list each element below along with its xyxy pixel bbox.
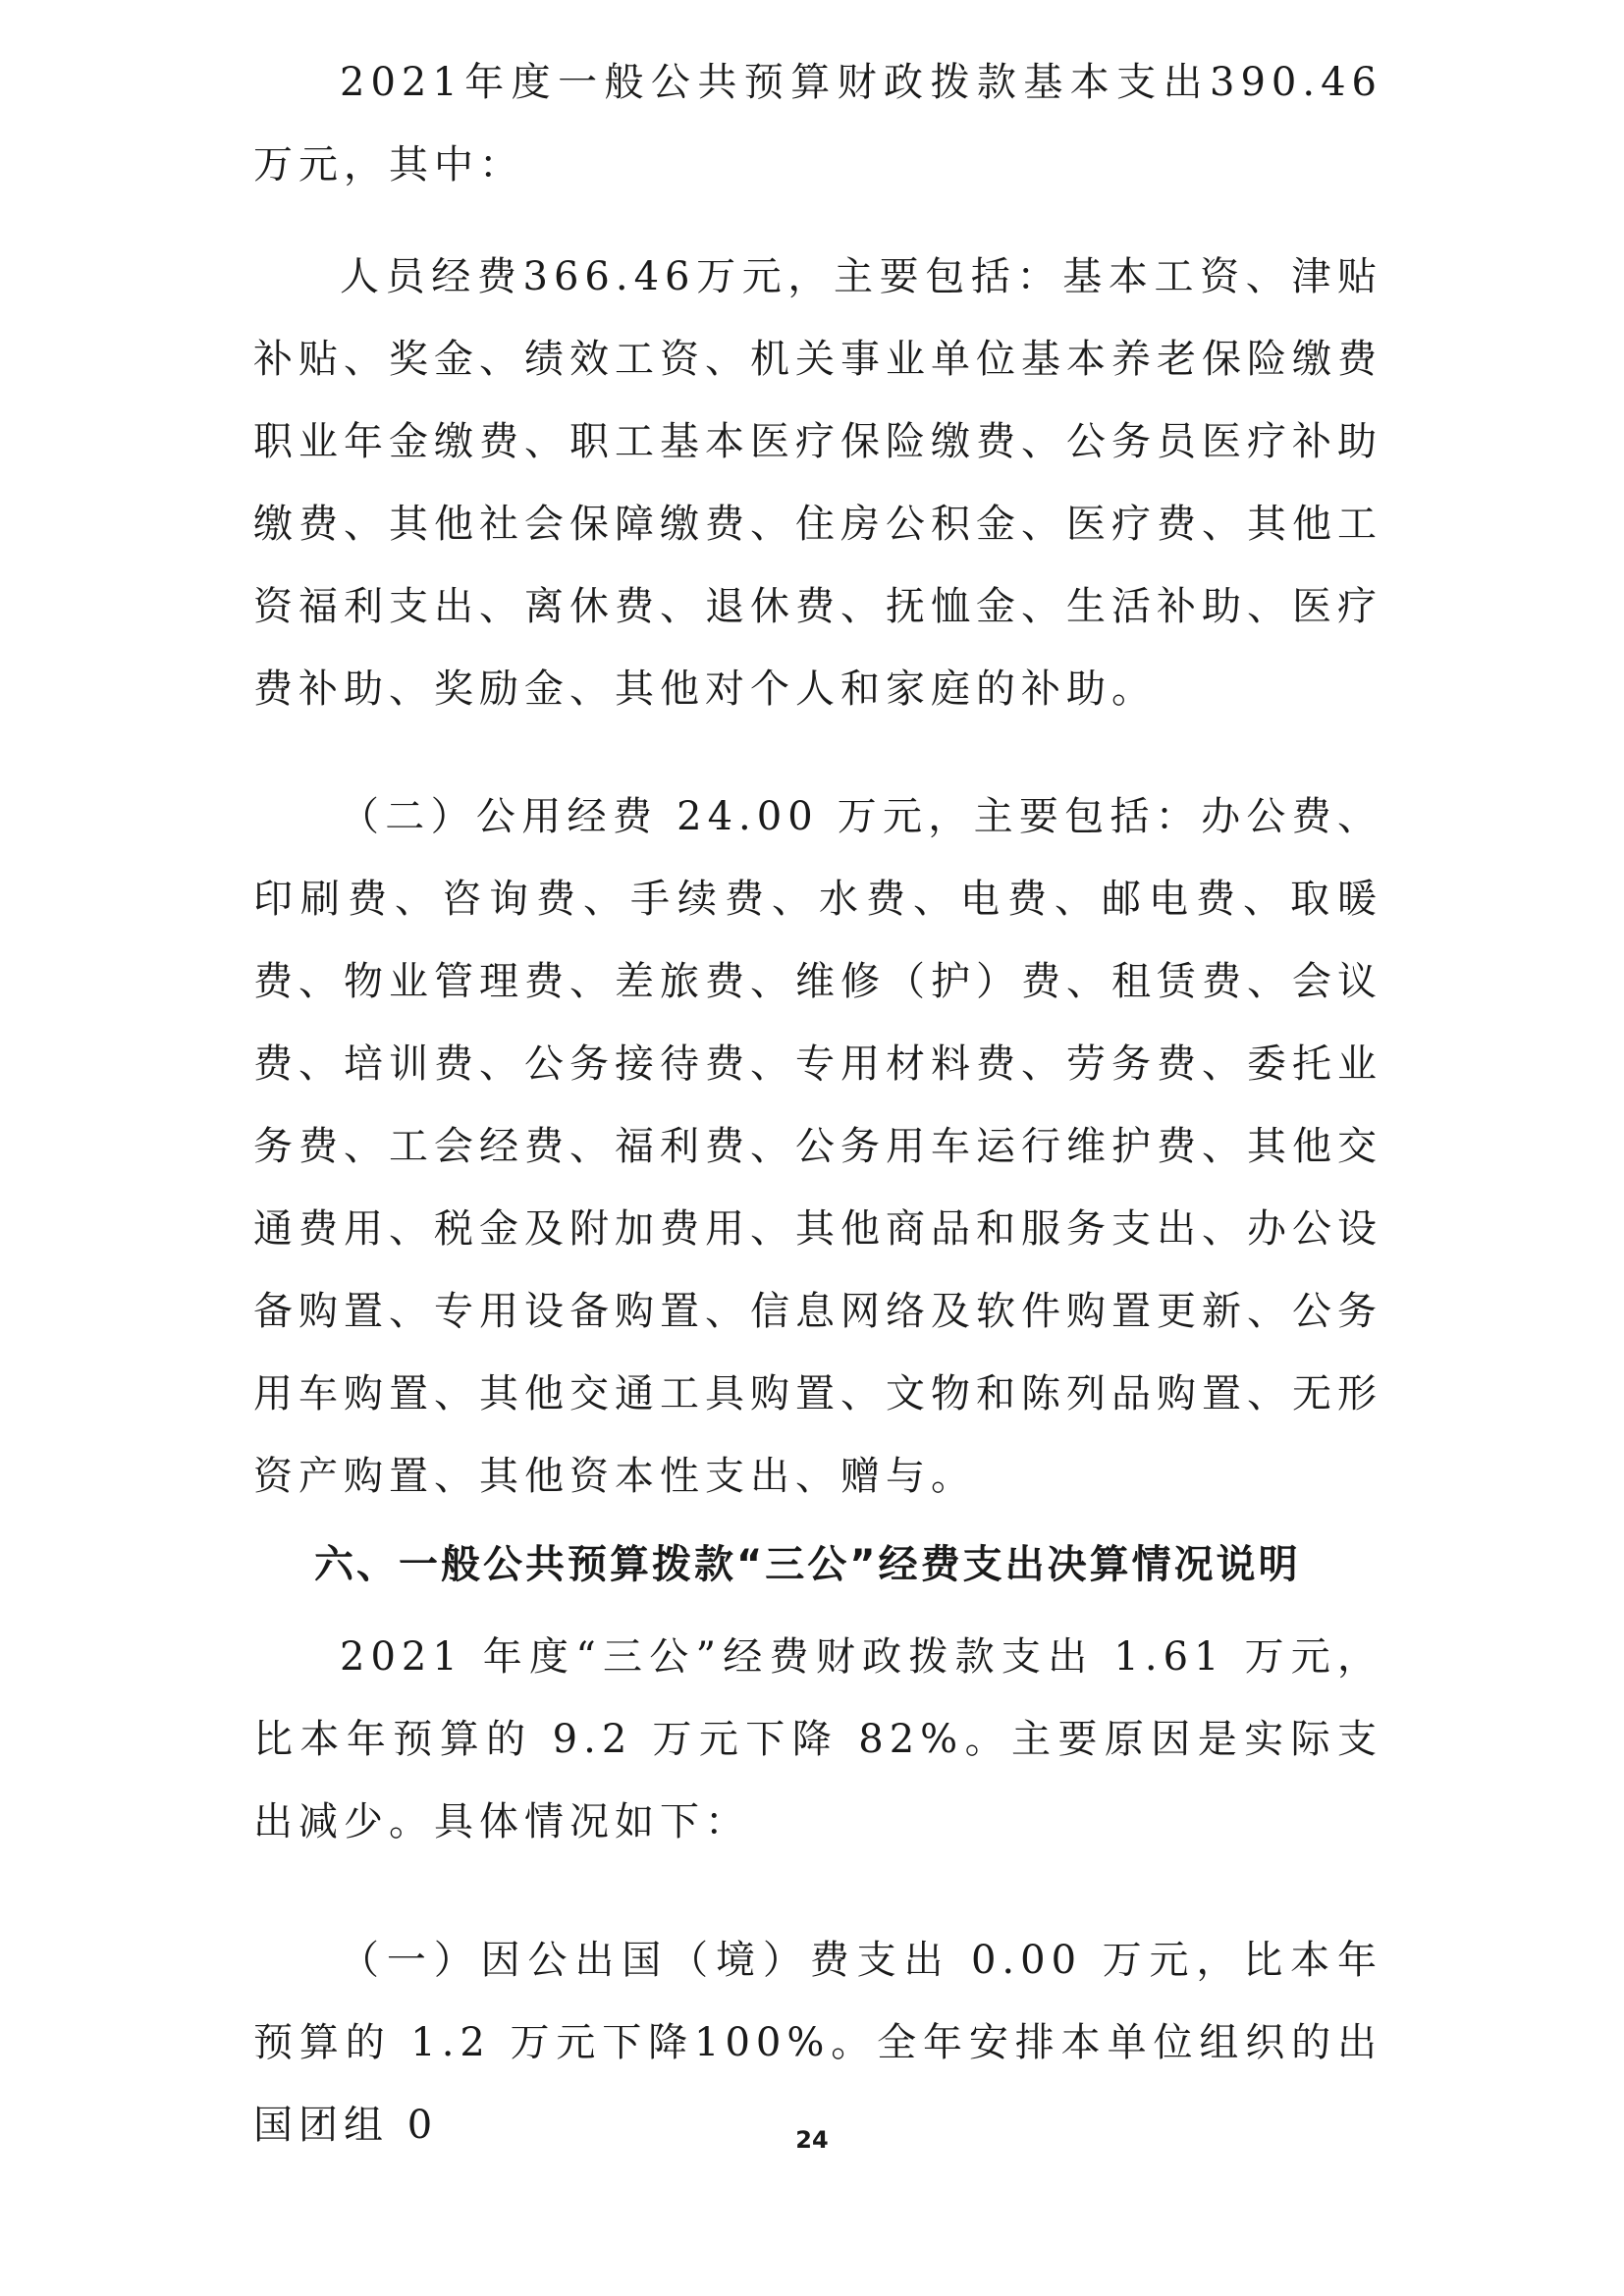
paragraph-personnel-costs: 人员经费366.46万元，主要包括：基本工资、津贴补贴、奖金、绩效工资、机关事业单位基本养老保险缴费职业年金缴费、职工基本医疗保险缴费、公务员医疗补助缴费、其他社会保障缴费、住房公积金、医疗费、其他工资福利支出、离休费、退休费、抚恤金、生活补助、医疗费补助、奖励金、其他对个人和家庭的补助。	[253, 254, 1382, 712]
page-number: 24	[795, 2126, 829, 2154]
paragraph-overseas-travel: （一）因公出国（境）费支出 0.00 万元，比本年预算的 1.2 万元下降100%。全年安排本单位组织的出国团组 0	[253, 1938, 1382, 2148]
paragraph-total-expenditure: 2021年度一般公共预算财政拨款基本支出390.46万元，其中：	[253, 60, 1382, 187]
paragraph-three-public-summary: 2021 年度“三公”经费财政拨款支出 1.61 万元，比本年预算的 9.2 万元下降 82%。主要原因是实际支出减少。具体情况如下：	[253, 1634, 1382, 1844]
section-heading: 六、一般公共预算拨款“三公”经费支出决算情况说明	[314, 1542, 1301, 1587]
paragraph-public-costs: （二）公用经费 24.00 万元，主要包括：办公费、印刷费、咨询费、手续费、水费、电费、邮电费、取暖费、物业管理费、差旅费、维修（护）费、租赁费、会议费、培训费、公务接待费、专用材料费、劳务费、委托业务费、工会经费、福利费、公务用车运行维护费、其他交通费用、税金及附加费用、其他商品和服务支出、办公设备购置、专用设备购置、信息网络及软件购置更新、公务用车购置、其他交通工具购置、文物和陈列品购置、无形资产购置、其他资本性支出、赠与。	[253, 794, 1382, 1499]
